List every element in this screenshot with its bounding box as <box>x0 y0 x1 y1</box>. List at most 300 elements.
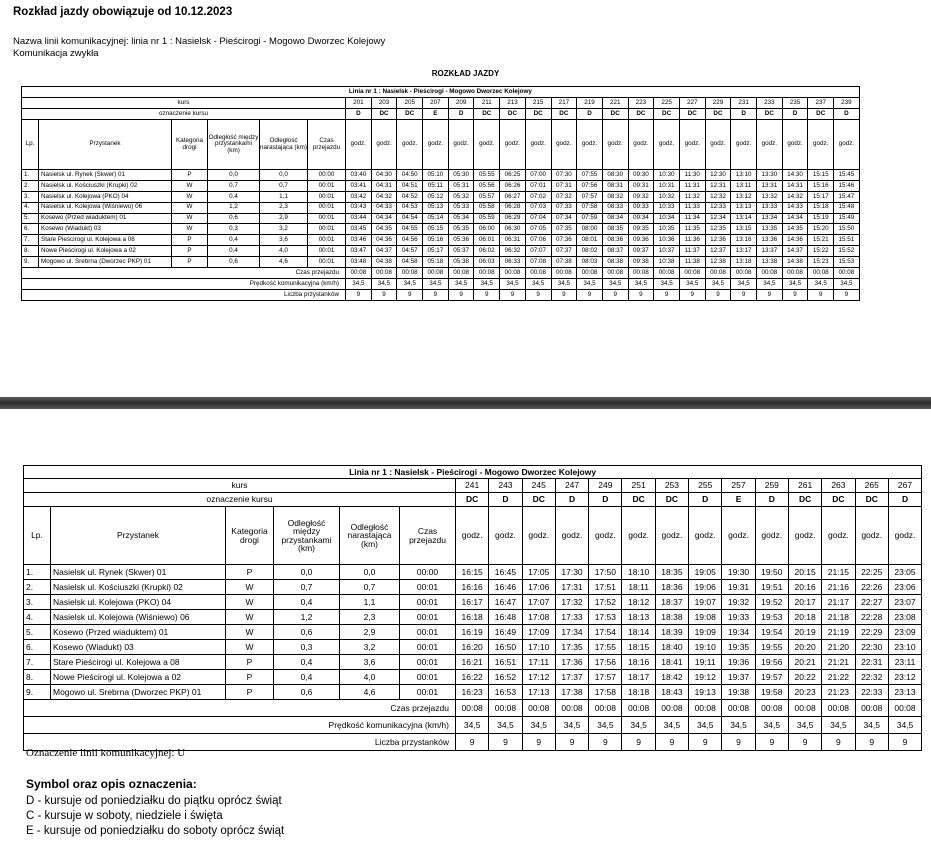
departure-time: 07:06 <box>525 235 551 246</box>
departure-time: 05:31 <box>448 180 474 191</box>
speed-value: 34,5 <box>655 717 688 734</box>
stop-category: P <box>226 670 274 685</box>
stop-count-value: 9 <box>423 290 449 301</box>
departure-time: 07:30 <box>551 170 577 181</box>
departure-time: 06:33 <box>500 257 526 268</box>
departure-time: 23:08 <box>888 610 921 625</box>
speed-value: 34,5 <box>689 717 722 734</box>
speed-value: 34,5 <box>522 717 555 734</box>
line-code: Oznaczenie linii komunikacyjnej: U <box>26 747 186 759</box>
departure-time: 13:31 <box>757 180 783 191</box>
stop-cumulative: 2,9 <box>260 213 308 224</box>
departure-time: 04:32 <box>371 191 397 202</box>
kurs-number: 257 <box>722 479 755 493</box>
travel-time-row <box>24 700 922 717</box>
departure-time: 10:35 <box>654 224 680 235</box>
godz-header: godz. <box>822 507 855 565</box>
departure-time: 04:33 <box>371 202 397 213</box>
departure-time: 19:31 <box>722 580 755 595</box>
speed-value: 34,5 <box>371 279 397 290</box>
oznaczenie-code: D <box>834 109 860 120</box>
stop-name: Nasielsk ul. Kolejowa (PKO) 04 <box>51 595 226 610</box>
departure-time: 05:32 <box>448 191 474 202</box>
stop-count-value: 9 <box>834 290 860 301</box>
departure-time: 18:16 <box>622 655 655 670</box>
godz-header: godz. <box>622 507 655 565</box>
kurs-number: 261 <box>788 479 821 493</box>
kurs-number: 259 <box>755 479 788 493</box>
speed-value: 34,5 <box>808 279 834 290</box>
travel-time-value: 00:08 <box>456 700 489 717</box>
godz-header: godz. <box>808 120 834 170</box>
godz-header: godz. <box>423 120 449 170</box>
oznaczenie-code: DC <box>705 109 731 120</box>
oznaczenie-code: DC <box>655 493 688 507</box>
departure-time: 18:14 <box>622 625 655 640</box>
departure-time: 09:30 <box>628 170 654 181</box>
stop-distance: 0,4 <box>208 191 260 202</box>
travel-time-value: 00:08 <box>551 268 577 279</box>
stop-count-value: 9 <box>757 290 783 301</box>
departure-time: 17:58 <box>589 685 622 700</box>
godz-header: godz. <box>855 507 888 565</box>
departure-time: 16:53 <box>489 685 522 700</box>
departure-time: 08:03 <box>577 257 603 268</box>
kurs-number: 223 <box>628 98 654 109</box>
stop-row <box>22 224 860 235</box>
departure-time: 15:53 <box>834 257 860 268</box>
travel-time-value: 00:08 <box>622 700 655 717</box>
stop-name: Kosewo (Wiadukt) 03 <box>39 224 172 235</box>
stop-count-value: 9 <box>346 290 372 301</box>
departure-time: 17:08 <box>522 610 555 625</box>
stop-travel-time: 00:01 <box>308 180 346 191</box>
stop-row <box>24 580 922 595</box>
departure-time: 13:12 <box>731 191 757 202</box>
stop-row <box>22 170 860 181</box>
schedule-heading: ROZKŁAD JAZDY <box>431 69 500 78</box>
departure-time: 13:35 <box>757 224 783 235</box>
departure-time: 14:34 <box>782 213 808 224</box>
departure-time: 16:23 <box>456 685 489 700</box>
speed-row <box>24 717 922 734</box>
departure-time: 15:23 <box>808 257 834 268</box>
departure-time: 05:55 <box>474 170 500 181</box>
departure-time: 05:14 <box>423 213 449 224</box>
stop-count-label: Liczba przystanków <box>22 290 346 301</box>
table-title: Linia nr 1 : Nasielsk - Pieścirogi - Mogowo Dworzec Kolejowy <box>24 466 922 479</box>
departure-time: 19:33 <box>722 610 755 625</box>
departure-time: 14:38 <box>782 257 808 268</box>
departure-time: 17:35 <box>555 640 588 655</box>
godz-header: godz. <box>522 507 555 565</box>
departure-time: 23:12 <box>888 670 921 685</box>
timetable-2 <box>23 465 922 751</box>
godz-header: godz. <box>602 120 628 170</box>
departure-time: 14:31 <box>782 180 808 191</box>
departure-time: 18:39 <box>655 625 688 640</box>
stop-count-value: 9 <box>808 290 834 301</box>
travel-time-value: 00:08 <box>602 268 628 279</box>
godz-header: godz. <box>755 507 788 565</box>
godz-header: godz. <box>346 120 372 170</box>
departure-time: 19:05 <box>689 565 722 580</box>
godz-header: godz. <box>474 120 500 170</box>
stop-distance: 0,6 <box>208 213 260 224</box>
stop-count-value: 9 <box>522 734 555 751</box>
departure-time: 12:33 <box>705 202 731 213</box>
stop-distance: 0,4 <box>208 235 260 246</box>
oznaczenie-code: DC <box>788 493 821 507</box>
stop-count-value: 9 <box>456 734 489 751</box>
departure-time: 05:33 <box>448 202 474 213</box>
departure-time: 12:32 <box>705 191 731 202</box>
stop-category: P <box>172 235 208 246</box>
departure-time: 06:00 <box>474 224 500 235</box>
departure-time: 13:11 <box>731 180 757 191</box>
departure-time: 17:55 <box>589 640 622 655</box>
departure-time: 17:32 <box>555 595 588 610</box>
departure-time: 07:33 <box>551 202 577 213</box>
oznaczenie-code: DC <box>525 109 551 120</box>
departure-time: 11:30 <box>679 170 705 181</box>
departure-time: 05:34 <box>448 213 474 224</box>
speed-value: 34,5 <box>555 717 588 734</box>
departure-time: 17:12 <box>522 670 555 685</box>
departure-time: 17:37 <box>555 670 588 685</box>
departure-time: 06:27 <box>500 191 526 202</box>
travel-time-value: 00:08 <box>834 268 860 279</box>
stop-count-label: Liczba przystanków <box>24 734 456 751</box>
oznaczenie-code: D <box>555 493 588 507</box>
departure-time: 09:35 <box>628 224 654 235</box>
stop-travel-time: 00:01 <box>400 670 456 685</box>
stop-row <box>22 257 860 268</box>
travel-time-value: 00:08 <box>722 700 755 717</box>
departure-time: 18:18 <box>622 685 655 700</box>
oznaczenie-code: DC <box>522 493 555 507</box>
godz-header: godz. <box>589 507 622 565</box>
kurs-number: 235 <box>782 98 808 109</box>
departure-time: 08:31 <box>602 180 628 191</box>
stop-travel-time: 00:01 <box>308 235 346 246</box>
stop-count-value: 9 <box>655 734 688 751</box>
travel-time-value: 00:08 <box>474 268 500 279</box>
departure-time: 17:06 <box>522 580 555 595</box>
departure-time: 17:05 <box>522 565 555 580</box>
departure-time: 06:29 <box>500 213 526 224</box>
speed-value: 34,5 <box>448 279 474 290</box>
departure-time: 19:09 <box>689 625 722 640</box>
godz-header: godz. <box>705 120 731 170</box>
stop-cumulative: 3,6 <box>340 655 400 670</box>
departure-time: 08:36 <box>602 235 628 246</box>
stop-travel-time: 00:01 <box>400 580 456 595</box>
stop-count-value: 9 <box>788 734 821 751</box>
godz-header: godz. <box>679 120 705 170</box>
departure-time: 20:18 <box>788 610 821 625</box>
departure-time: 16:47 <box>489 595 522 610</box>
kurs-number: 221 <box>602 98 628 109</box>
departure-time: 14:36 <box>782 235 808 246</box>
departure-time: 19:52 <box>755 595 788 610</box>
departure-time: 07:56 <box>577 180 603 191</box>
departure-time: 17:53 <box>589 610 622 625</box>
departure-time: 11:37 <box>679 246 705 257</box>
stop-category: P <box>226 655 274 670</box>
departure-time: 19:51 <box>755 580 788 595</box>
communication-type: Komunikacja zwykła <box>13 48 99 59</box>
departure-time: 03:44 <box>346 213 372 224</box>
schedule-page-1 <box>0 0 931 397</box>
stop-distance: 0,4 <box>274 655 340 670</box>
departure-time: 11:34 <box>679 213 705 224</box>
departure-time: 04:34 <box>371 213 397 224</box>
stop-name: Nowe Pieścirogi ul. Kolejowa a 02 <box>39 246 172 257</box>
departure-time: 16:48 <box>489 610 522 625</box>
travel-time-value: 00:08 <box>705 268 731 279</box>
oznaczenie-code: DC <box>456 493 489 507</box>
godz-header: godz. <box>555 507 588 565</box>
departure-time: 19:57 <box>755 670 788 685</box>
departure-time: 15:21 <box>808 235 834 246</box>
departure-time: 14:37 <box>782 246 808 257</box>
stop-lp: 6. <box>22 224 39 235</box>
departure-time: 13:34 <box>757 213 783 224</box>
stop-category: W <box>226 625 274 640</box>
stop-row <box>22 213 860 224</box>
kurs-number: 229 <box>705 98 731 109</box>
departure-time: 05:56 <box>474 180 500 191</box>
godz-header: godz. <box>525 120 551 170</box>
departure-time: 18:40 <box>655 640 688 655</box>
departure-time: 17:07 <box>522 595 555 610</box>
oznaczenie-label: oznaczenie kursu <box>22 109 346 120</box>
timetable-1 <box>21 86 860 301</box>
departure-time: 15:18 <box>808 202 834 213</box>
departure-time: 16:45 <box>489 565 522 580</box>
departure-time: 19:06 <box>689 580 722 595</box>
oznaczenie-row <box>24 493 922 507</box>
travel-time-value: 00:08 <box>679 268 705 279</box>
stop-name: Nasielsk ul. Kościuszki (Krupki) 02 <box>39 180 172 191</box>
travel-time-value: 00:08 <box>489 700 522 717</box>
stop-name: Kosewo (Przed wiaduktem) 01 <box>39 213 172 224</box>
departure-time: 16:49 <box>489 625 522 640</box>
godz-header: godz. <box>782 120 808 170</box>
kurs-number: 213 <box>500 98 526 109</box>
departure-time: 07:37 <box>551 246 577 257</box>
kurs-number: 237 <box>808 98 834 109</box>
stop-name: Mogowo ul. Srebrna (Dworzec PKP) 01 <box>51 685 226 700</box>
kurs-number: 227 <box>679 98 705 109</box>
speed-value: 34,5 <box>346 279 372 290</box>
kurs-number: 263 <box>822 479 855 493</box>
stop-travel-time: 00:01 <box>400 595 456 610</box>
stop-count-value: 9 <box>577 290 603 301</box>
travel-time-label: Czas przejazdu <box>24 700 456 717</box>
departure-time: 09:36 <box>628 235 654 246</box>
departure-time: 19:53 <box>755 610 788 625</box>
departure-time: 12:35 <box>705 224 731 235</box>
departure-time: 13:18 <box>731 257 757 268</box>
oznaczenie-code: D <box>346 109 372 120</box>
departure-time: 07:36 <box>551 235 577 246</box>
stop-lp: 8. <box>22 246 39 257</box>
departure-time: 11:35 <box>679 224 705 235</box>
departure-time: 05:17 <box>423 246 449 257</box>
departure-time: 10:36 <box>654 235 680 246</box>
kurs-number: 267 <box>888 479 921 493</box>
kurs-number: 245 <box>522 479 555 493</box>
travel-time-value: 00:08 <box>654 268 680 279</box>
stop-name: Kosewo (Wiadukt) 03 <box>51 640 226 655</box>
stop-distance: 0,7 <box>274 580 340 595</box>
stop-travel-time: 00:00 <box>400 565 456 580</box>
departure-time: 09:37 <box>628 246 654 257</box>
schedule-page-2 <box>0 409 931 841</box>
oznaczenie-code: DC <box>757 109 783 120</box>
stop-lp: 3. <box>24 595 51 610</box>
departure-time: 17:50 <box>589 565 622 580</box>
stop-cumulative: 0,0 <box>340 565 400 580</box>
travel-time-value: 00:08 <box>855 700 888 717</box>
godz-header: godz. <box>551 120 577 170</box>
departure-time: 09:34 <box>628 213 654 224</box>
stop-name: Nasielsk ul. Rynek (Skwer) 01 <box>51 565 226 580</box>
departure-time: 18:43 <box>655 685 688 700</box>
godz-header: godz. <box>888 507 921 565</box>
departure-time: 04:52 <box>397 191 423 202</box>
cumulative-header: Odległość narastająca (km) <box>340 507 400 565</box>
stop-cumulative: 1,1 <box>260 191 308 202</box>
godz-header: godz. <box>500 120 526 170</box>
kurs-number: 219 <box>577 98 603 109</box>
stop-count-value: 9 <box>589 734 622 751</box>
departure-time: 03:47 <box>346 246 372 257</box>
departure-time: 13:30 <box>757 170 783 181</box>
departure-time: 15:46 <box>834 180 860 191</box>
speed-value: 34,5 <box>731 279 757 290</box>
speed-value: 34,5 <box>757 279 783 290</box>
stop-distance: 0,6 <box>274 625 340 640</box>
departure-time: 06:28 <box>500 202 526 213</box>
departure-time: 10:34 <box>654 213 680 224</box>
speed-label: Prędkość komunikacyjna (km/h) <box>24 717 456 734</box>
stop-distance: 0,4 <box>274 670 340 685</box>
departure-time: 05:15 <box>423 224 449 235</box>
travel-time-value: 00:08 <box>346 268 372 279</box>
travel-time-value: 00:08 <box>755 700 788 717</box>
oznaczenie-code: DC <box>855 493 888 507</box>
departure-time: 08:00 <box>577 224 603 235</box>
departure-time: 08:30 <box>602 170 628 181</box>
departure-time: 17:30 <box>555 565 588 580</box>
stop-category: W <box>172 224 208 235</box>
departure-time: 04:57 <box>397 246 423 257</box>
speed-value: 34,5 <box>489 717 522 734</box>
departure-time: 05:16 <box>423 235 449 246</box>
stop-cumulative: 4,6 <box>340 685 400 700</box>
stop-count-value: 9 <box>397 290 423 301</box>
stop-travel-time: 00:00 <box>308 170 346 181</box>
stop-lp: 3. <box>22 191 39 202</box>
oznaczenie-code: D <box>489 493 522 507</box>
departure-time: 05:11 <box>423 180 449 191</box>
departure-time: 04:31 <box>371 180 397 191</box>
stop-cumulative: 2,3 <box>340 610 400 625</box>
godz-header: godz. <box>448 120 474 170</box>
departure-time: 19:58 <box>755 685 788 700</box>
stop-count-value: 9 <box>525 290 551 301</box>
stop-row <box>24 670 922 685</box>
stop-cumulative: 4,6 <box>260 257 308 268</box>
speed-value: 34,5 <box>474 279 500 290</box>
departure-time: 15:15 <box>808 170 834 181</box>
departure-time: 07:08 <box>525 257 551 268</box>
stop-name: Stare Pieścirogi ul. Kolejowa a 08 <box>51 655 226 670</box>
departure-time: 15:22 <box>808 246 834 257</box>
godz-header: godz. <box>834 120 860 170</box>
departure-time: 06:25 <box>500 170 526 181</box>
godz-header: godz. <box>397 120 423 170</box>
departure-time: 17:54 <box>589 625 622 640</box>
stop-count-value: 9 <box>782 290 808 301</box>
stop-travel-time: 00:01 <box>308 224 346 235</box>
departure-time: 21:23 <box>822 685 855 700</box>
distance-header: Odległość między przystankami (km) <box>208 120 260 170</box>
valid-from-title: Rozkład jazdy obowiązuje od 10.12.2023 <box>13 6 233 18</box>
departure-time: 08:38 <box>602 257 628 268</box>
kurs-number: 215 <box>525 98 551 109</box>
cumulative-header: Odległość narastająca (km) <box>260 120 308 170</box>
departure-time: 04:50 <box>397 170 423 181</box>
departure-time: 16:19 <box>456 625 489 640</box>
oznaczenie-code: DC <box>628 109 654 120</box>
departure-time: 03:45 <box>346 224 372 235</box>
stop-category: W <box>172 180 208 191</box>
departure-time: 07:59 <box>577 213 603 224</box>
departure-time: 15:49 <box>834 213 860 224</box>
stop-count-value: 9 <box>855 734 888 751</box>
departure-time: 10:37 <box>654 246 680 257</box>
stop-row <box>24 610 922 625</box>
kurs-number: 217 <box>551 98 577 109</box>
stop-cumulative: 0,0 <box>260 170 308 181</box>
departure-time: 08:32 <box>602 191 628 202</box>
stop-distance: 0,4 <box>274 595 340 610</box>
departure-time: 18:38 <box>655 610 688 625</box>
speed-value: 34,5 <box>834 279 860 290</box>
departure-time: 04:36 <box>371 235 397 246</box>
departure-time: 07:57 <box>577 191 603 202</box>
stop-row <box>22 180 860 191</box>
departure-time: 15:47 <box>834 191 860 202</box>
departure-time: 19:07 <box>689 595 722 610</box>
departure-time: 07:31 <box>551 180 577 191</box>
departure-time: 18:15 <box>622 640 655 655</box>
stop-row <box>24 595 922 610</box>
stop-count-value: 9 <box>474 290 500 301</box>
oznaczenie-label: oznaczenie kursu <box>24 493 456 507</box>
kurs-row <box>22 98 860 109</box>
departure-time: 10:38 <box>654 257 680 268</box>
departure-time: 20:19 <box>788 625 821 640</box>
departure-time: 15:17 <box>808 191 834 202</box>
stop-count-value: 9 <box>722 734 755 751</box>
godz-header: godz. <box>757 120 783 170</box>
travel-time-value: 00:08 <box>500 268 526 279</box>
